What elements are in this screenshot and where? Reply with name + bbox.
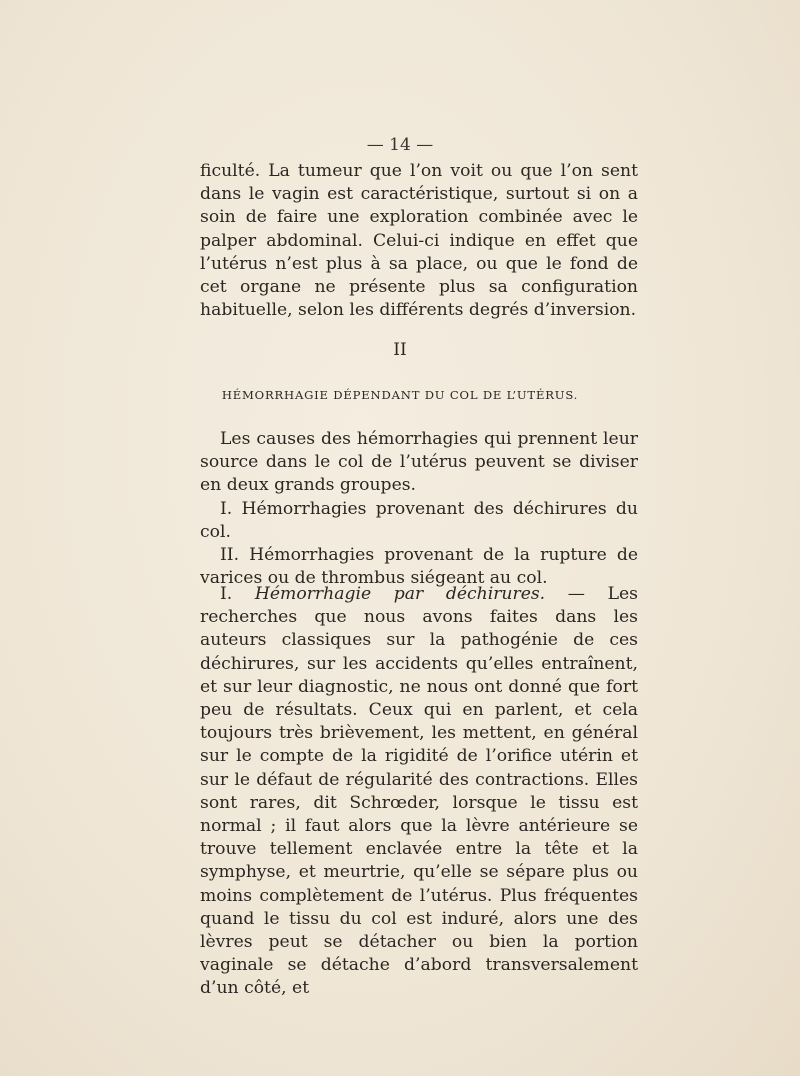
section-number: II bbox=[393, 340, 407, 360]
paragraph-lead: I. bbox=[220, 584, 255, 604]
paragraph-dechirures bbox=[200, 583, 638, 1001]
subsection-title: Hémorrhagie par déchirures. bbox=[254, 584, 546, 604]
page-number: — 14 — bbox=[366, 135, 434, 155]
text-block-intro bbox=[200, 160, 638, 322]
text-block-dechirures bbox=[200, 583, 638, 1001]
paragraph-body: — Les recherches que nous avons faites dans les auteurs classiques sur la pathogénie de ces déchirures, sur les accidents qu’elles entraînent, et sur leur diagnostic, ne nous ont donné que fort peu de résultats. Ceux qui en parlent, et cela toujours très brièvement, les mettent, en général sur le compte de la rigidité de l’orifice utérin et sur le défaut de régularité des contractions. Elles sont rares, dit Schrœder, lorsque le tissu est normal ; il faut alors que la lèvre antérieure se trouve tellement enclavée entre la tête et la symphyse, et meurtrie, qu’elle se sépare plus ou moins complètement de l’utérus. Plus fréquentes quand le tissu du col est induré, alors une des lèvres peut se détacher ou bien la portion vaginale se détache d’abord transversalement d’un côté, et bbox=[200, 584, 638, 999]
list-item: I. Hémorrhagies provenant des déchirures du col. bbox=[200, 498, 638, 542]
text-block-causes bbox=[200, 428, 638, 590]
list-item: II. Hémorrhagies provenant de la rupture de varices ou de thrombus siégeant au col. bbox=[200, 545, 638, 589]
section-title: HÉMORRHAGIE DÉPENDANT DU COL DE L’UTÉRUS. bbox=[221, 388, 579, 402]
paragraph-continuation: ficulté. La tumeur que l’on voit ou que l’on sent dans le vagin est caractéristique, surtout si on a soin de faire une exploration combinée avec le palper abdominal. Celui-ci indique en effet que l’utérus n’est plus à sa place, ou que le fond de cet organe ne présente plus sa configuration habituelle, selon les différents degrés d’inversion. bbox=[200, 161, 638, 321]
paragraph-causes: Les causes des hémorrhagies qui prennent leur source dans le col de l’utérus peuvent se diviser en deux grands groupes. bbox=[200, 429, 638, 496]
